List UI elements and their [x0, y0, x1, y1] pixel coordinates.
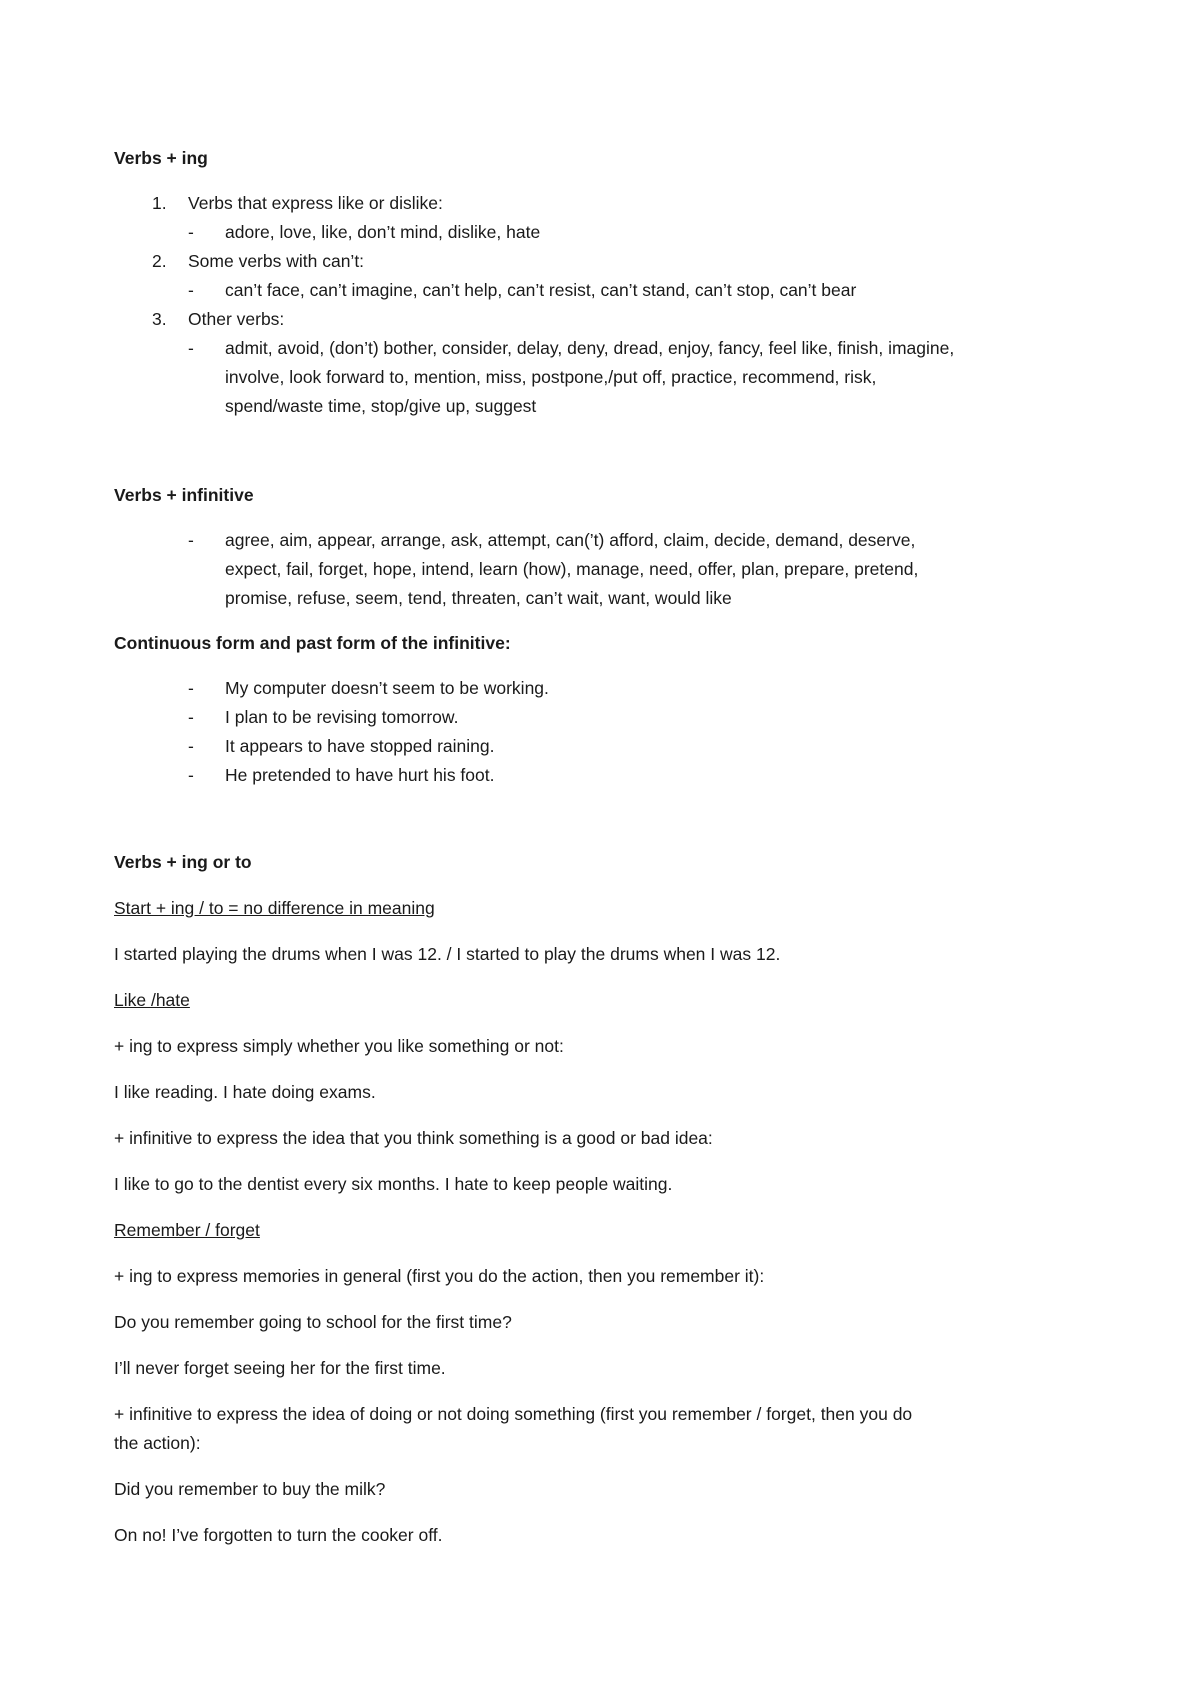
item-number: 1. — [152, 193, 167, 213]
example-sentence: I started playing the drums when I was 12. / I started to play the drums when I was 12. — [114, 944, 781, 964]
dash-bullet: - — [188, 338, 194, 358]
section-heading-continuous-past: Continuous form and past form of the infinitive: — [114, 633, 511, 653]
subheading-start: Start + ing / to = no difference in meaning — [114, 898, 435, 918]
example-sentence: Did you remember to buy the milk? — [114, 1479, 386, 1499]
dash-bullet: - — [188, 678, 194, 698]
section-heading-verbs-infinitive: Verbs + infinitive — [114, 485, 254, 505]
rule-text-line: the action): — [114, 1433, 201, 1453]
dash-item — [114, 334, 1094, 421]
dash-item — [114, 526, 1094, 613]
item-number: 2. — [152, 251, 167, 271]
dash-item — [114, 732, 1094, 761]
example-line: involve, look forward to, mention, miss, postpone,/put off, practice, recommend, risk, — [225, 367, 877, 387]
item-label: Other verbs: — [188, 309, 285, 329]
rule-text: + ing to express memories in general (first you do the action, then you remember it): — [114, 1266, 765, 1286]
example-line: spend/waste time, stop/give up, suggest — [225, 396, 537, 416]
document-page — [114, 144, 1094, 1550]
example-line: expect, fail, forget, hope, intend, learn (how), manage, need, offer, plan, prepare, pretend, — [225, 559, 919, 579]
example-sentence: Do you remember going to school for the first time? — [114, 1312, 512, 1332]
numbered-item-3 — [114, 305, 1094, 334]
example-sentence: I’ll never forget seeing her for the first time. — [114, 1358, 446, 1378]
dash-item — [114, 761, 1094, 790]
dash-bullet: - — [188, 280, 194, 300]
rule-text-line: + infinitive to express the idea of doing or not doing something (first you remember / forget, then you do — [114, 1404, 913, 1424]
subheading-remember-forget: Remember / forget — [114, 1220, 260, 1240]
item-label: Verbs that express like or dislike: — [188, 193, 443, 213]
section-heading-verbs-ing-or-to: Verbs + ing or to — [114, 852, 252, 872]
example-sentence: I plan to be revising tomorrow. — [225, 707, 459, 727]
dash-item — [114, 218, 1094, 247]
example-sentence: I like to go to the dentist every six months. I hate to keep people waiting. — [114, 1174, 673, 1194]
example-line: admit, avoid, (don’t) bother, consider, delay, deny, dread, enjoy, fancy, feel like, finish, imagine, — [225, 338, 955, 358]
example-list: can’t face, can’t imagine, can’t help, can’t resist, can’t stand, can’t stop, can’t bear — [225, 280, 857, 300]
example-sentence: My computer doesn’t seem to be working. — [225, 678, 549, 698]
example-line: agree, aim, appear, arrange, ask, attempt, can(’t) afford, claim, decide, demand, deserve, — [225, 530, 916, 550]
example-line: promise, refuse, seem, tend, threaten, can’t wait, want, would like — [225, 588, 732, 608]
example-sentence: On no! I’ve forgotten to turn the cooker off. — [114, 1525, 443, 1545]
section-heading-verbs-ing: Verbs + ing — [114, 148, 208, 168]
dash-bullet: - — [188, 530, 194, 550]
item-label: Some verbs with can’t: — [188, 251, 365, 271]
subheading-like-hate: Like /hate — [114, 990, 190, 1010]
dash-bullet: - — [188, 736, 194, 756]
rule-text: + infinitive to express the idea that you think something is a good or bad idea: — [114, 1128, 713, 1148]
dash-item — [114, 703, 1094, 732]
numbered-item-1 — [114, 189, 1094, 218]
example-sentence: It appears to have stopped raining. — [225, 736, 495, 756]
example-sentence: He pretended to have hurt his foot. — [225, 765, 495, 785]
item-number: 3. — [152, 309, 167, 329]
dash-item — [114, 674, 1094, 703]
rule-text: + ing to express simply whether you like something or not: — [114, 1036, 564, 1056]
example-list: adore, love, like, don’t mind, dislike, hate — [225, 222, 541, 242]
dash-bullet: - — [188, 765, 194, 785]
example-sentence: I like reading. I hate doing exams. — [114, 1082, 376, 1102]
numbered-item-2 — [114, 247, 1094, 276]
dash-bullet: - — [188, 222, 194, 242]
dash-item — [114, 276, 1094, 305]
dash-bullet: - — [188, 707, 194, 727]
